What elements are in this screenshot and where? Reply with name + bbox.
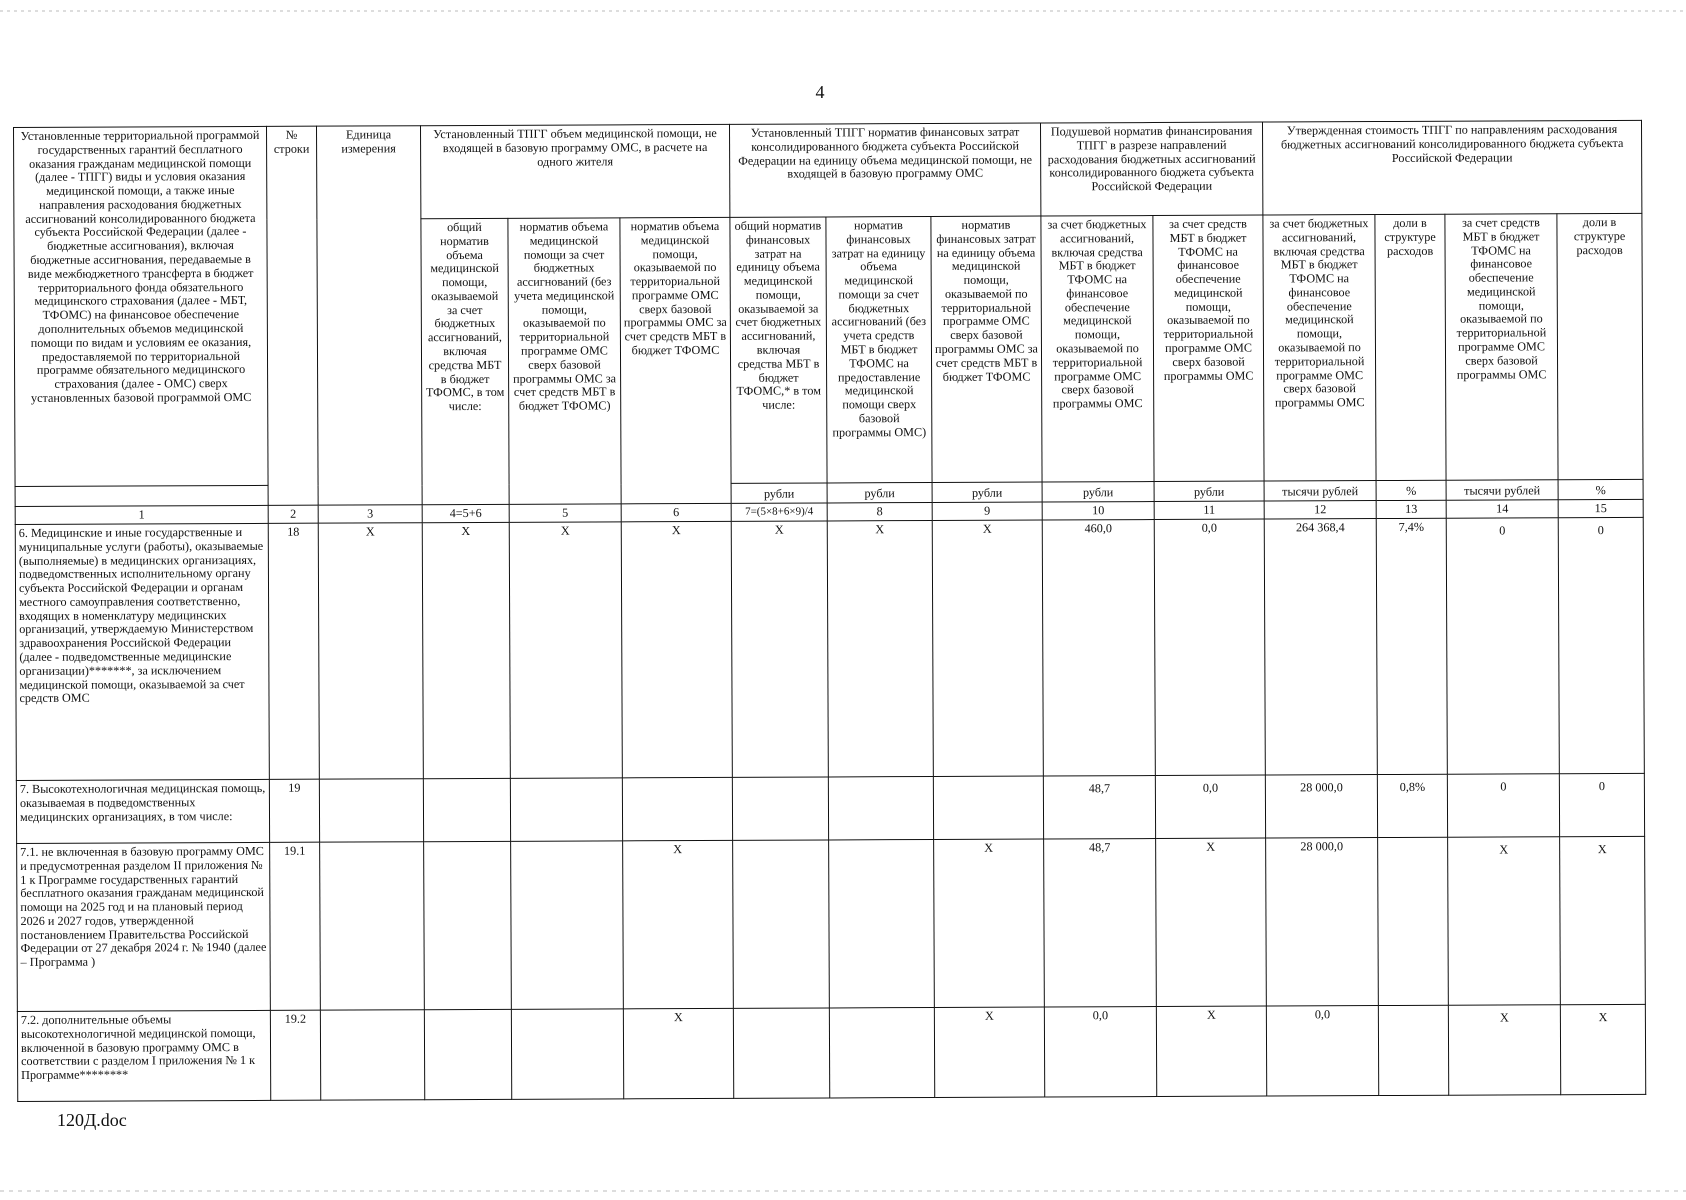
header-sub15: доли в структуре расходов [1557,213,1643,479]
row-cell [622,777,732,840]
row-cell: X [621,521,732,777]
header-sub8: норматив финансовых затрат на единицу объема медицинской помощи за счет бюджетных ассигнований (без учета средств МБТ в бюджет ТФОМС на предоставление медицинской помощи сверх базовой программы ОМС) [826,216,932,482]
header-sub13: доли в структуре расходов [1375,214,1446,480]
header-col1: Установленные территориальной программой государственных гарантий бесплатного оказания гражданам медицинской помощи (далее - ТПГГ) виды и условия оказания медицинской помощи, а также иные направления расходования бюджетных ассигнований консолидированного бюджета субъекта Российской Федерации (далее - бюджетные ассигнования), включая бюджетные ассигнования, передаваемые в виде межбюджетного трансферта в бюджет территориального фонда обязательного медицинского страхования (далее - МБТ, ТФОМС) на финансовое обеспечение дополнительных объемов медицинской помощи по видам и условиям ее оказания, предоставляемой по территориальной программе обязательного медицинского страхования (далее - ОМС) сверх установленных базовой программой ОМС [14,126,269,486]
row-cell [320,842,425,1010]
row-cell: X [932,520,1043,776]
row-cell: 19 [269,779,319,842]
header-row-groups [14,120,1642,220]
row-cell: 28 000,0 [1266,838,1379,1006]
table-row [17,836,1646,1011]
unit-cell-1 [15,485,268,506]
row-cell [424,1009,511,1099]
row-cell: 28 000,0 [1265,775,1377,838]
table-row [17,1004,1645,1101]
col-number: 6 [621,503,731,521]
row-cell [732,777,828,840]
row-cell: 7,4% [1376,518,1447,774]
unit-cell-15: % [1558,479,1643,499]
col-number: 14 [1446,500,1558,518]
row-cell: X [934,1007,1044,1097]
row-name: 7.1. не включенная в базовую программу ОМС и предусмотренная разделом II приложения № 1 к Программе государственных гарантий бесплатного оказания гражданам медицинской помощи на 2025 год и на плановый период 2026 и 2027 годов, утвержденной постановлением Правительства Российской Федерации от 27 декабря 2024 г. № 1940 (далее – Программа ) [17,842,271,1011]
header-group-normative: Установленный ТПГГ норматив финансовых затрат консолидированного бюджета субъекта Российской Федерации на единицу объема медицинской помощи, не входящей в базовую программу ОМС [730,123,1041,217]
col-number: 1 [15,505,268,524]
unit-cell-11: рубли [1154,481,1264,501]
row-cell: X [1560,1004,1645,1094]
col-number: 2 [268,505,318,523]
header-col2: № строки [266,126,318,505]
row-cell [829,1007,934,1097]
row-cell [733,1008,829,1098]
row-cell [829,839,935,1007]
header-group-volume: Установленный ТПГГ объем медицинской помощи, не входящей в базовую программу ОМС, в расчете на одного жителя [420,124,729,218]
row-cell: X [1560,836,1646,1004]
budget-table [13,120,1646,1102]
row-cell [423,778,510,841]
row-cell: 0 [1558,517,1644,773]
row-cell: X [623,840,734,1008]
row-cell: 0,0 [1154,519,1265,775]
col-number: 10 [1042,502,1154,520]
header-sub9: норматив финансовых затрат на единицу объема медицинской помощи, оказываемой по территориальной программе ОМС сверх базовой программы ОМС за счет средств МБТ в бюджет ТФОМС [931,216,1042,482]
header-sub14: за счет средств МБТ в бюджет ТФОМС на финансовое обеспечение медицинской помощи, оказываемой по территориальной программе ОМС сверх базовой программы ОМС [1445,214,1558,480]
unit-cell-9: рубли [932,482,1042,502]
row-cell: X [1448,1005,1560,1095]
row-cell: 264 368,4 [1264,519,1377,775]
header-sub7: общий норматив финансовых затрат на единицу объема медицинской помощи, оказываемой за счет бюджетных ассигнований, включая средства МБТ в бюджет ТФОМС,* в том числе: [730,217,827,483]
row-cell [320,1010,424,1100]
col-number: 9 [932,502,1042,520]
row-cell: 0,0 [1155,775,1265,838]
row-cell [1378,1005,1448,1095]
row-cell: X [1156,838,1267,1006]
row-cell: 0 [1559,773,1644,836]
col-number: 12 [1264,501,1376,519]
row-cell: 0,0 [1044,1007,1156,1097]
row-cell: X [623,1008,733,1098]
row-cell: X [934,839,1045,1007]
row-cell: 0 [1447,774,1559,837]
unit-cell-10: рубли [1042,482,1154,502]
row-cell: X [422,522,510,778]
col-number: 8 [827,502,932,520]
budget-table-container [13,120,1645,1102]
row-cell [319,779,423,842]
row-cell [733,840,830,1008]
row-cell: 48,7 [1044,839,1157,1007]
footer-filename: 120Д.doc [57,1110,127,1130]
col-number: 13 [1376,500,1446,518]
row-cell: 19.1 [270,842,321,1010]
row-cell: 0,0 [1266,1006,1378,1096]
row-cell [828,776,933,839]
row-cell [424,841,512,1009]
header-sub12: за счет бюджетных ассигнований, включая средства МБТ в бюджет ТФОМС на финансовое обеспечение медицинской помощи, оказываемой по территориальной программе ОМС сверх базовой программы ОМС [1263,215,1376,481]
row-name: 6. Медицинские и иные государственные и муниципальные услуги (работы), оказываемые (выполняемые) в медицинских организациях, подведомственных исполнительному органу субъекта Российской Федерации и органам местного самоуправления соответственно, входящих в номенклатуру медицинских организаций, утверждаемую Министерством здравоохранения Российской Федерации (далее - подведомственные медицинские организации)*******, за исключением медицинской помощи, оказываемой за счет средств ОМС [15,523,269,780]
unit-cell-8: рубли [827,482,932,502]
col-number: 4=5+6 [422,504,509,522]
table-row [15,517,1644,780]
unit-cell-13: % [1376,480,1446,500]
row-cell: X [827,520,933,776]
row-cell: 19.2 [270,1010,320,1100]
row-cell: 0 [1446,518,1559,774]
row-cell: 460,0 [1042,520,1155,776]
row-cell: 0,8% [1377,774,1447,837]
unit-cell-12: тысячи рублей [1264,481,1376,501]
header-sub4: общий норматив объема медицинской помощи, оказываемой за счет бюджетных ассигнований, включая средства МБТ в бюджет ТФОМС, в том числе: [421,218,509,504]
row-cell: X [318,523,423,779]
header-sub11: за счет средств МБТ в бюджет ТФОМС на финансовое обеспечение медицинской помощи, оказываемой по территориальной программе ОМС сверх базовой программы ОМС [1153,215,1264,481]
row-name: 7.2. дополнительные объемы высокотехнологичной медицинской помощи, включенной в базовую программу ОМС в соответствии с разделом I приложения № 1 к Программе******** [17,1010,270,1101]
col-number: 5 [509,504,621,522]
row-cell: X [731,521,828,777]
row-cell: 48,7 [1043,776,1155,839]
unit-cell-14: тысячи рублей [1446,480,1558,500]
header-sub5: норматив объема медицинской помощи за счет бюджетных ассигнований (без учета медицинской помощи, оказываемой по территориальной программе ОМС сверх базовой программы ОМС за счет средств МБТ в бюджет ТФОМС) [508,218,621,504]
header-col3: Единица измерения [316,126,422,505]
header-group-capita: Подушевой норматив финансирования ТПГГ в разрезе направлений расходования бюджетных ассигнований консолидированного бюджета субъекта Российской Федерации [1041,122,1263,216]
row-cell [510,778,622,841]
row-cell: X [509,522,622,778]
row-cell: X [1156,1006,1266,1096]
row-cell: 18 [268,523,319,779]
row-cell [511,1009,623,1099]
row-cell [1378,837,1449,1005]
unit-cell-7: рубли [731,483,827,503]
header-sub6: норматив объема медицинской помощи, оказываемой по территориальной программе ОМС сверх базовой программы ОМС за счет средств МБТ в бюджет ТФОМС [620,217,731,503]
scan-edge-top [0,10,1686,12]
page-number: 4 [815,82,825,102]
col-number: 3 [318,505,422,523]
col-number: 15 [1558,499,1643,517]
row-cell: X [1448,837,1561,1005]
row-cell [933,776,1043,839]
header-sub10: за счет бюджетных ассигнований, включая средства МБТ в бюджет ТФОМС на финансовое обеспечение медицинской помощи, оказываемой по территориальной программе ОМС сверх базовой программы ОМС [1041,216,1154,482]
row-name: 7. Высокотехнологичная медицинская помощь, оказываемая в подведомственных медицинских организациях, в том числе: [16,779,269,843]
row-cell [511,841,624,1009]
col-number: 11 [1154,501,1264,519]
table-row [16,773,1644,843]
col-number: 7=(5×8+6×9)/4 [731,503,827,521]
header-group-cost: Утвержденная стоимость ТПГГ по направлениям расходования бюджетных ассигнований консолидированного бюджета субъекта Российской Федерации [1263,120,1642,215]
scan-edge-bottom [0,1190,1686,1192]
